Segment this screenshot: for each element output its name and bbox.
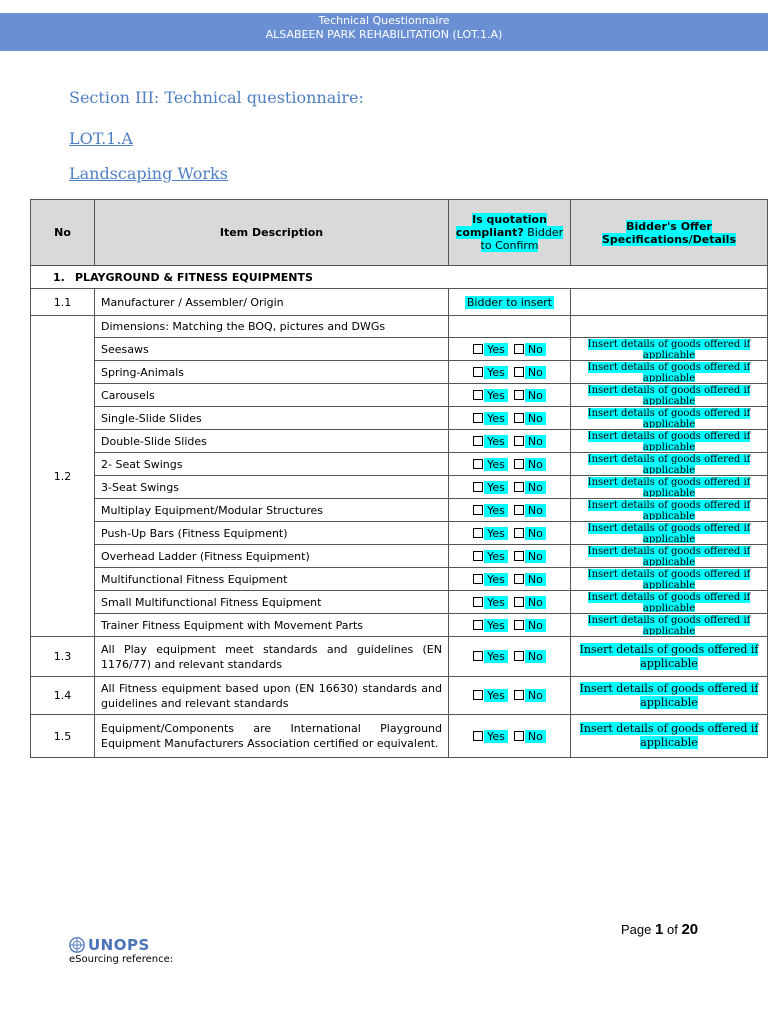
compliance-cell — [449, 545, 571, 568]
no-checkbox[interactable] — [514, 367, 524, 377]
no-label: No — [525, 689, 546, 702]
table-row — [31, 430, 768, 453]
header-subtitle: ALSABEEN PARK REHABILITATION (LOT.1.A) — [265, 28, 503, 41]
offer-placeholder-wrap — [577, 477, 761, 497]
offer-placeholder-wrap — [577, 569, 761, 589]
no-checkbox[interactable] — [514, 651, 524, 661]
no-label: No — [525, 650, 546, 663]
compliance-cell — [449, 316, 571, 338]
offer-placeholder-wrap — [577, 408, 761, 428]
no-label: No — [525, 389, 546, 402]
page-indicator — [621, 921, 698, 938]
row-number: 1.2 — [31, 316, 95, 637]
row-number: 1.3 — [31, 637, 95, 677]
logo-wordmark: UNOPS — [88, 936, 150, 954]
offer-placeholder-wrap — [577, 722, 761, 750]
offer-placeholder: Insert details of goods offered if applicable — [579, 722, 759, 749]
offer-placeholder-wrap — [577, 615, 761, 635]
section-title: PLAYGROUND & FITNESS EQUIPMENTS — [75, 270, 313, 284]
yes-label: Yes — [484, 619, 508, 632]
offer-input-field[interactable] — [571, 430, 768, 453]
compliance-cell — [449, 338, 571, 361]
table-row — [31, 289, 768, 316]
esourcing-reference: eSourcing reference: — [69, 954, 174, 965]
bidder-input-field[interactable] — [449, 289, 571, 316]
section-number: 1. — [53, 270, 65, 284]
yes-label: Yes — [484, 504, 508, 517]
offer-header-label: Bidder's Offer Specifications/Details — [602, 219, 736, 246]
no-checkbox[interactable] — [514, 620, 524, 630]
offer-placeholder: Insert details of goods offered if applicable — [587, 477, 751, 497]
compliance-cell — [449, 430, 571, 453]
row-description: Push-Up Bars (Fitness Equipment) — [95, 522, 449, 545]
no-checkbox[interactable] — [514, 597, 524, 607]
yes-checkbox[interactable] — [473, 731, 483, 741]
no-checkbox[interactable] — [514, 551, 524, 561]
no-checkbox[interactable] — [514, 528, 524, 538]
offer-input-field[interactable] — [571, 476, 768, 499]
yes-label: Yes — [484, 412, 508, 425]
unops-logo — [68, 936, 150, 954]
row-description: Trainer Fitness Equipment with Movement Parts — [95, 614, 449, 637]
no-checkbox[interactable] — [514, 436, 524, 446]
offer-placeholder: Insert details of goods offered if applicable — [587, 546, 751, 566]
offer-placeholder: Insert details of goods offered if applicable — [587, 339, 751, 359]
no-label: No — [525, 596, 546, 609]
section-row — [31, 266, 768, 289]
header-title: Technical Questionnaire — [318, 14, 450, 27]
row-description: All Fitness equipment based upon (EN 16630) standards and guidelines and relevant standards — [95, 677, 449, 715]
offer-input-field[interactable] — [571, 614, 768, 637]
yes-label: Yes — [484, 650, 508, 663]
col-header-no: No — [31, 200, 95, 266]
no-label: No — [525, 412, 546, 425]
yes-label: Yes — [484, 730, 508, 743]
table-row — [31, 637, 768, 677]
offer-input-field[interactable] — [571, 568, 768, 591]
offer-placeholder: Insert details of goods offered if applicable — [587, 431, 751, 451]
table-row — [31, 361, 768, 384]
row-description: Double-Slide Slides — [95, 430, 449, 453]
row-description: Seesaws — [95, 338, 449, 361]
compliance-cell — [449, 453, 571, 476]
offer-placeholder: Insert details of goods offered if applicable — [579, 681, 759, 709]
page-total: 20 — [681, 921, 699, 938]
no-label: No — [525, 366, 546, 379]
yes-label: Yes — [484, 596, 508, 609]
yes-checkbox[interactable] — [473, 367, 483, 377]
yes-label: Yes — [484, 343, 508, 356]
table-header-row — [31, 200, 768, 266]
works-heading: Landscaping Works — [69, 164, 228, 183]
table-row — [31, 476, 768, 499]
yes-checkbox[interactable] — [473, 436, 483, 446]
compliance-cell — [449, 568, 571, 591]
offer-placeholder-wrap — [577, 339, 761, 359]
compliance-cell — [449, 637, 571, 677]
table-row — [31, 568, 768, 591]
table-row — [31, 453, 768, 476]
offer-placeholder-wrap — [577, 454, 761, 474]
offer-placeholder-wrap — [577, 546, 761, 566]
offer-input-field[interactable] — [571, 499, 768, 522]
row-description: Multiplay Equipment/Modular Structures — [95, 499, 449, 522]
yes-checkbox[interactable] — [473, 651, 483, 661]
no-checkbox[interactable] — [514, 459, 524, 469]
row-number: 1.4 — [31, 677, 95, 715]
of-word: of — [666, 922, 678, 937]
offer-placeholder-wrap — [577, 362, 761, 382]
yes-label: Yes — [484, 689, 508, 702]
yes-checkbox[interactable] — [473, 690, 483, 700]
compliance-cell — [449, 614, 571, 637]
row-description: Dimensions: Matching the BOQ, pictures and DWGs — [95, 316, 449, 338]
table-row — [31, 316, 768, 338]
table-row — [31, 499, 768, 522]
row-description: 2- Seat Swings — [95, 453, 449, 476]
no-label: No — [525, 481, 546, 494]
yes-checkbox[interactable] — [473, 597, 483, 607]
offer-placeholder: Insert details of goods offered if applicable — [587, 362, 751, 382]
yes-checkbox[interactable] — [473, 528, 483, 538]
yes-checkbox[interactable] — [473, 505, 483, 515]
yes-checkbox[interactable] — [473, 620, 483, 630]
un-emblem-icon — [68, 936, 86, 954]
offer-placeholder: Insert details of goods offered if applicable — [587, 523, 751, 543]
offer-cell — [571, 316, 768, 338]
no-checkbox[interactable] — [514, 413, 524, 423]
no-label: No — [525, 527, 546, 540]
offer-placeholder-wrap — [577, 500, 761, 520]
table-row — [31, 545, 768, 568]
offer-placeholder: Insert details of goods offered if applicable — [587, 569, 751, 589]
row-description: All Play equipment meet standards and guidelines (EN 1176/77) and relevant standards — [95, 637, 449, 677]
row-number: 1.5 — [31, 715, 95, 758]
row-description: Single-Slide Slides — [95, 407, 449, 430]
no-checkbox[interactable] — [514, 390, 524, 400]
compliance-cell — [449, 715, 571, 758]
offer-placeholder-wrap — [577, 385, 761, 405]
table-row — [31, 591, 768, 614]
col-header-offer — [571, 200, 768, 266]
offer-placeholder: Insert details of goods offered if applicable — [579, 642, 759, 670]
offer-input-field[interactable] — [571, 453, 768, 476]
no-label: No — [525, 550, 546, 563]
offer-placeholder-wrap — [577, 431, 761, 451]
offer-input-field[interactable] — [571, 715, 768, 758]
table-row — [31, 715, 768, 758]
offer-placeholder: Insert details of goods offered if applicable — [587, 385, 751, 405]
table-row — [31, 384, 768, 407]
offer-input-field[interactable] — [571, 591, 768, 614]
offer-placeholder-wrap — [577, 643, 761, 671]
table-row — [31, 522, 768, 545]
offer-input-field[interactable] — [571, 407, 768, 430]
row-description: Equipment/Components are International Playground Equipment Manufacturers Association certified or equivalent. — [95, 715, 449, 758]
row-description: Spring-Animals — [95, 361, 449, 384]
lot-heading: LOT.1.A — [69, 129, 133, 148]
row-description: Multifunctional Fitness Equipment — [95, 568, 449, 591]
offer-input-field[interactable] — [571, 384, 768, 407]
no-checkbox[interactable] — [514, 482, 524, 492]
page-word: Page — [621, 922, 652, 937]
yes-checkbox[interactable] — [473, 344, 483, 354]
row-description: Overhead Ladder (Fitness Equipment) — [95, 545, 449, 568]
no-label: No — [525, 458, 546, 471]
no-label: No — [525, 619, 546, 632]
no-checkbox[interactable] — [514, 344, 524, 354]
document-header-banner — [0, 13, 768, 51]
compliance-cell — [449, 677, 571, 715]
col-header-compliance — [449, 200, 571, 266]
offer-input-field[interactable] — [571, 522, 768, 545]
compliance-instruction: Bidder to Confirm — [480, 226, 564, 252]
table-row — [31, 677, 768, 715]
yes-checkbox[interactable] — [473, 574, 483, 584]
yes-label: Yes — [484, 366, 508, 379]
yes-checkbox[interactable] — [473, 482, 483, 492]
no-label: No — [525, 730, 546, 743]
compliance-cell — [449, 476, 571, 499]
no-checkbox[interactable] — [514, 505, 524, 515]
table-row — [31, 338, 768, 361]
row-description: Small Multifunctional Fitness Equipment — [95, 591, 449, 614]
no-label: No — [525, 504, 546, 517]
col-header-description: Item Description — [95, 200, 449, 266]
section-heading: Section III: Technical questionnaire: — [69, 88, 364, 107]
yes-label: Yes — [484, 550, 508, 563]
no-checkbox[interactable] — [514, 731, 524, 741]
offer-placeholder: Insert details of goods offered if applicable — [587, 592, 751, 612]
offer-placeholder: Insert details of goods offered if applicable — [587, 454, 751, 474]
compliance-question: Is quotation compliant? — [455, 213, 547, 239]
offer-input-field[interactable] — [571, 637, 768, 677]
no-label: No — [525, 435, 546, 448]
yes-label: Yes — [484, 435, 508, 448]
yes-label: Yes — [484, 527, 508, 540]
offer-placeholder-wrap — [577, 682, 761, 710]
compliance-cell — [449, 361, 571, 384]
row-description: Carousels — [95, 384, 449, 407]
yes-checkbox[interactable] — [473, 413, 483, 423]
row-description: Manufacturer / Assembler/ Origin — [95, 289, 449, 316]
offer-input-field[interactable] — [571, 677, 768, 715]
yes-label: Yes — [484, 481, 508, 494]
offer-placeholder-wrap — [577, 523, 761, 543]
yes-checkbox[interactable] — [473, 390, 483, 400]
offer-cell[interactable] — [571, 289, 768, 316]
offer-input-field[interactable] — [571, 361, 768, 384]
compliance-cell — [449, 499, 571, 522]
offer-placeholder: Insert details of goods offered if applicable — [587, 408, 751, 428]
table-row — [31, 407, 768, 430]
yes-label: Yes — [484, 458, 508, 471]
offer-input-field[interactable] — [571, 338, 768, 361]
no-label: No — [525, 573, 546, 586]
offer-placeholder-wrap — [577, 592, 761, 612]
yes-checkbox[interactable] — [473, 551, 483, 561]
yes-checkbox[interactable] — [473, 459, 483, 469]
offer-placeholder: Insert details of goods offered if applicable — [587, 500, 751, 520]
compliance-cell — [449, 407, 571, 430]
no-checkbox[interactable] — [514, 574, 524, 584]
yes-label: Yes — [484, 573, 508, 586]
yes-label: Yes — [484, 389, 508, 402]
offer-placeholder: Insert details of goods offered if applicable — [587, 615, 751, 635]
bidder-insert-placeholder: Bidder to insert — [466, 295, 553, 309]
offer-input-field[interactable] — [571, 545, 768, 568]
no-label: No — [525, 343, 546, 356]
no-checkbox[interactable] — [514, 690, 524, 700]
technical-questionnaire-table — [30, 199, 768, 758]
compliance-cell — [449, 591, 571, 614]
compliance-cell — [449, 522, 571, 545]
row-number: 1.1 — [31, 289, 95, 316]
table-row — [31, 614, 768, 637]
compliance-cell — [449, 384, 571, 407]
row-description: 3-Seat Swings — [95, 476, 449, 499]
page-number: 1 — [655, 921, 664, 938]
